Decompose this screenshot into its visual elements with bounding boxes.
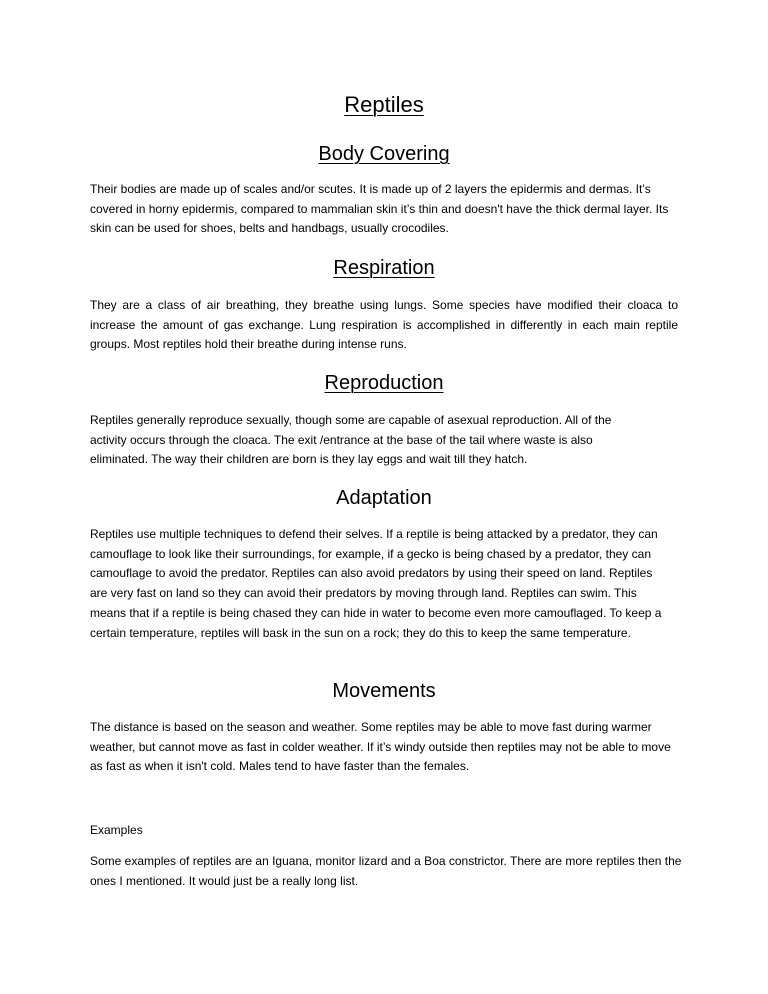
examples-text: Some examples of reptiles are an Iguana, monitor lizard and a Boa constrictor. There are more reptiles then the ones I mentioned. It would just be a really long list. (90, 854, 682, 888)
section-heading-adaptation: Adaptation (336, 487, 432, 509)
section-heading-respiration: Respiration (333, 257, 435, 279)
examples-label: Examples (90, 823, 143, 837)
section-heading-reproduction: Reproduction (324, 372, 444, 394)
section-text-adaptation: Reptiles use multiple techniques to defend their selves. If a reptile is being attacked by a predator, they can camouflage to look like their surroundings, for example, if a gecko is being chased by a predator, they can camouflage to avoid the predator. Reptiles can also avoid predators by using their speed on land. Reptiles are very fast on land so they can avoid their predators by moving through land. Reptiles can swim. This means that if a reptile is being chased they can hide in water to become even more camouflaged. To keep a certain temperature, reptiles will bask in the sun on a rock; they do this to keep the same temperature. (90, 527, 662, 640)
document-title: Reptiles (344, 92, 424, 117)
section-heading-movements: Movements (332, 680, 436, 702)
section-text-reproduction: Reptiles generally reproduce sexually, though some are capable of asexual reproduction. All of the activity occurs through the cloaca. The exit /entrance at the base of the tail where waste is also eliminated. The way their children are born is they lay eggs and wait till they hatch. (90, 413, 612, 467)
section-text-respiration: They are a class of air breathing, they breathe using lungs. Some species have modified their cloaca to increase the amount of gas exchange. Lung respiration is accomplished in differently in each main reptile groups. Most reptiles hold their breathe during intense runs. (90, 298, 678, 352)
section-text-body-covering: Their bodies are made up of scales and/or scutes. It is made up of 2 layers the epidermis and dermas. It’s covered in horny epidermis, compared to mammalian skin it’s thin and doesn't have the thick dermal layer. Its skin can be used for shoes, belts and handbags, usually crocodiles. (90, 182, 669, 236)
section-text-movements: The distance is based on the season and weather. Some reptiles may be able to move fast during warmer weather, but cannot move as fast in colder weather. If it’s windy outside then reptiles may not be able to move as fast as when it isn't cold. Males tend to have faster than the females. (90, 720, 671, 774)
section-heading-body-covering: Body Covering (318, 143, 450, 165)
